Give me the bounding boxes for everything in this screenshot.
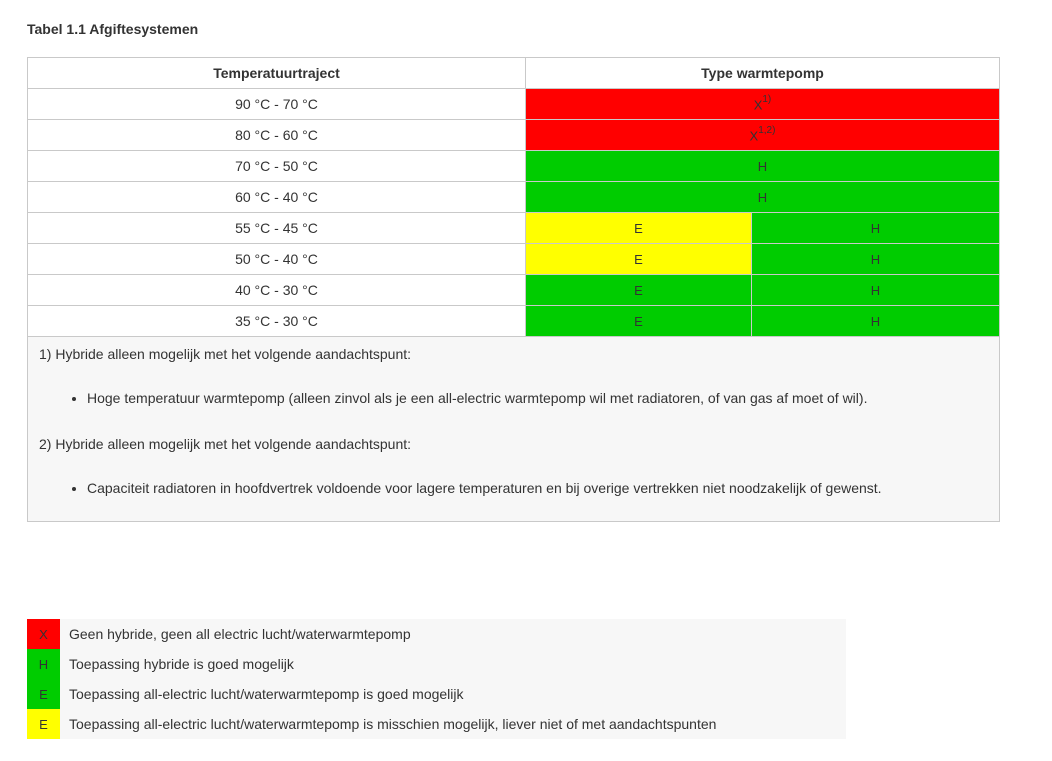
note-2: 2) Hybride alleen mogelijk met het volgende aandachtspunt: <box>39 436 412 452</box>
legend-key: E <box>27 679 60 709</box>
all-electric-cell: E <box>526 306 752 337</box>
temperature-range-cell: 60 °C - 40 °C <box>28 182 526 213</box>
heatpump-type-cell: H <box>526 182 1000 213</box>
hybrid-cell: H <box>752 213 1000 244</box>
notes-cell <box>28 337 1000 522</box>
note-2-bullet: • Capaciteit radiatoren in hoofdvertrek voldoende voor lagere temperaturen en bij overige vertrekken niet noodzakelijk of gewenst. <box>87 473 987 503</box>
note-1-bullet: • Hoge temperatuur warmtepomp (alleen zinvol als je een all-electric warmtepomp wil met radiatoren, of van gas af moet of wil). <box>87 383 987 413</box>
temperature-range-cell: 40 °C - 30 °C <box>28 275 526 306</box>
temperature-range-cell: 50 °C - 40 °C <box>28 244 526 275</box>
note-1-list <box>39 383 987 413</box>
table-row <box>28 120 1000 151</box>
table-header-row <box>28 58 1000 89</box>
table-row <box>28 182 1000 213</box>
legend-key: X <box>27 619 60 649</box>
heatpump-type-cell: H <box>526 151 1000 182</box>
hybrid-cell: H <box>752 306 1000 337</box>
note-1: 1) Hybride alleen mogelijk met het volgende aandachtspunt: <box>39 346 412 362</box>
legend-text: Toepassing all-electric lucht/waterwarmtepomp is goed mogelijk <box>69 686 464 702</box>
notes-row <box>28 337 1000 522</box>
table-row <box>28 213 1000 244</box>
legend-item <box>27 619 846 649</box>
table-row <box>28 89 1000 120</box>
table-row <box>28 151 1000 182</box>
header-temperature-range: Temperatuurtraject <box>28 58 526 89</box>
legend-text: Toepassing hybride is goed mogelijk <box>69 656 294 672</box>
legend-text: Toepassing all-electric lucht/waterwarmtepomp is misschien mogelijk, liever niet of met aandachtspunten <box>69 716 717 732</box>
temperature-range-cell: 35 °C - 30 °C <box>28 306 526 337</box>
heatpump-type-cell: $X^{1)}$ <box>526 89 1000 120</box>
legend-item <box>27 679 846 709</box>
all-electric-cell: E <box>526 213 752 244</box>
legend-item <box>27 649 846 679</box>
temperature-range-cell: 55 °C - 45 °C <box>28 213 526 244</box>
hybrid-cell: H <box>752 275 1000 306</box>
legend-item <box>27 709 846 739</box>
all-electric-cell: E <box>526 244 752 275</box>
all-electric-cell: E <box>526 275 752 306</box>
legend-text: Geen hybride, geen all electric lucht/waterwarmtepomp <box>69 626 411 642</box>
heat-distribution-table <box>27 57 1000 522</box>
header-heatpump-type: Type warmtepomp <box>526 58 1000 89</box>
table-row <box>28 275 1000 306</box>
temperature-range-cell: 70 °C - 50 °C <box>28 151 526 182</box>
note-2-list <box>39 473 987 503</box>
legend <box>27 619 846 739</box>
table-row <box>28 306 1000 337</box>
legend-key: H <box>27 649 60 679</box>
table-caption: Tabel 1.1 Afgiftesystemen <box>27 21 199 37</box>
heatpump-type-cell: X$^{1,2)}$ <box>526 120 1000 151</box>
temperature-range-cell: 80 °C - 60 °C <box>28 120 526 151</box>
table-row <box>28 244 1000 275</box>
hybrid-cell: H <box>752 244 1000 275</box>
legend-key: E <box>27 709 60 739</box>
temperature-range-cell: 90 °C - 70 °C <box>28 89 526 120</box>
